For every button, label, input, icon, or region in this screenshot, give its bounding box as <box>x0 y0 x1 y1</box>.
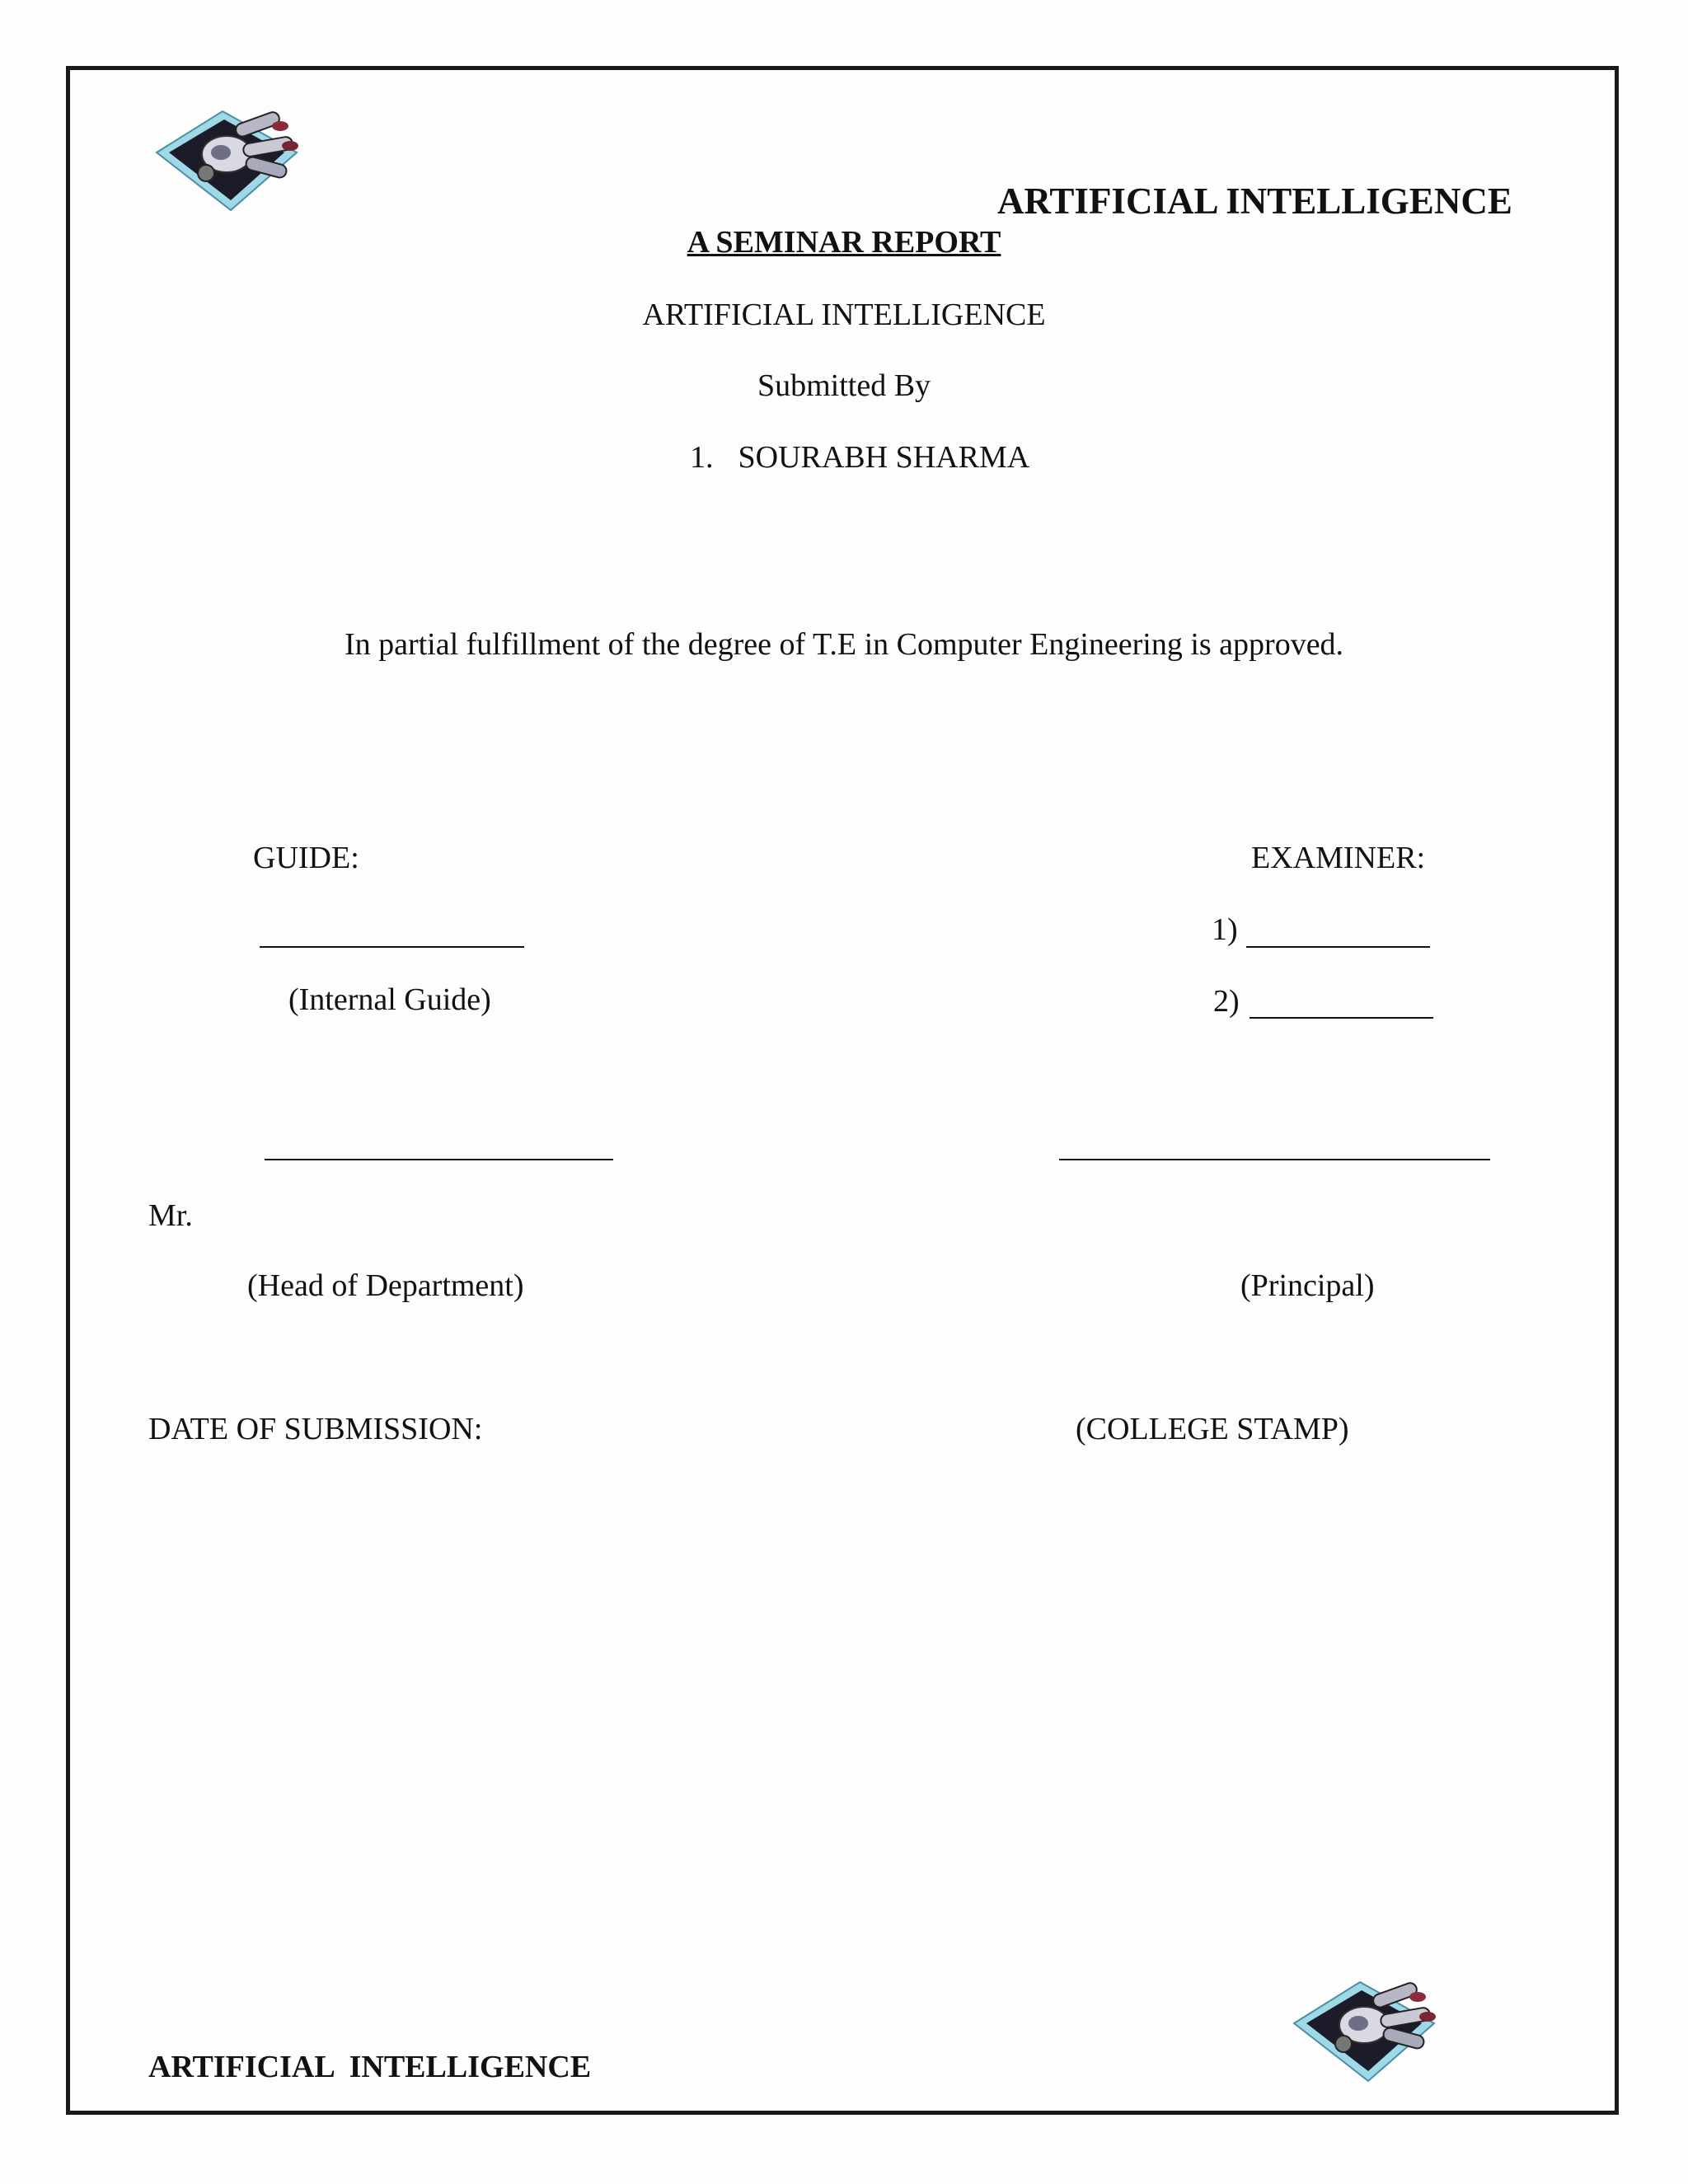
examiner-1-signature-line <box>1246 946 1430 948</box>
guide-role: (Internal Guide) <box>288 982 491 1017</box>
student-name: SOURABH SHARMA <box>738 440 1030 475</box>
footer-title: ARTIFICIAL INTELLIGENCE <box>148 2050 592 2084</box>
submitted-by-label: Submitted By <box>757 368 931 403</box>
examiner-2-signature-line <box>1250 1017 1433 1019</box>
report-heading: A SEMINAR REPORT <box>687 225 1001 260</box>
robot-hand-logo-icon <box>1286 1966 1442 2089</box>
approval-statement: In partial fulfillment of the degree of T.E in Computer Engineering is approved. <box>344 627 1344 662</box>
principal-role: (Principal) <box>1240 1268 1375 1303</box>
robot-hand-logo-icon <box>148 95 305 218</box>
guide-label: GUIDE: <box>253 841 359 875</box>
hod-prefix: Mr. <box>148 1198 193 1233</box>
college-stamp-label: (COLLEGE STAMP) <box>1076 1412 1349 1446</box>
guide-signature-line <box>260 946 524 948</box>
examiner-1-number: 1) <box>1212 912 1238 947</box>
examiner-label: EXAMINER: <box>1251 841 1426 875</box>
hod-signature-line <box>265 1159 613 1160</box>
student-list-item <box>690 442 1029 473</box>
principal-signature-line <box>1059 1159 1490 1160</box>
report-topic: ARTIFICIAL INTELLIGENCE <box>642 298 1046 332</box>
hod-role: (Head of Department) <box>247 1268 524 1303</box>
header-title: ARTIFICIAL INTELLIGENCE <box>997 180 1512 222</box>
student-number: 1. <box>690 440 714 475</box>
date-of-submission-label: DATE OF SUBMISSION: <box>148 1412 483 1446</box>
examiner-2-number: 2) <box>1213 984 1240 1019</box>
